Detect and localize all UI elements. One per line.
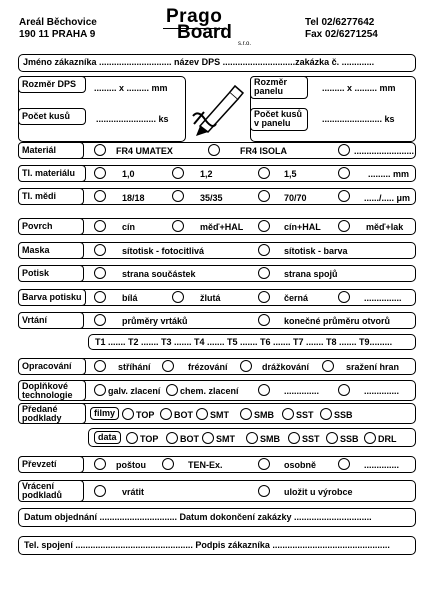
- radio-osobne[interactable]: [258, 458, 270, 470]
- option-label: SST: [296, 410, 314, 420]
- checkbox-data-smt[interactable]: [202, 432, 214, 444]
- barva-label: Barva potisku: [18, 289, 86, 306]
- option-label: DRL: [378, 434, 397, 444]
- tl-medi-label: Tl. mědi: [18, 188, 84, 205]
- vraceni-label: Vrácení podkladů: [18, 480, 84, 502]
- company-name: Areál Běchovice: [19, 17, 97, 28]
- rozmer-dps-label: Rozměr DPS: [18, 76, 86, 93]
- option-label: 1,2: [200, 169, 213, 179]
- option-label: sítotisk - fotocitlivá: [122, 246, 205, 256]
- checkbox-data-ssb[interactable]: [326, 432, 338, 444]
- logo-bottom: [177, 22, 232, 44]
- radio-drazkovani[interactable]: [240, 360, 252, 372]
- radio-maska-foto[interactable]: [94, 244, 106, 256]
- option-label: TOP: [140, 434, 159, 444]
- checkbox-filmy-smt[interactable]: [196, 408, 208, 420]
- company-address: 190 11 PRAHA 9: [19, 29, 96, 40]
- checkbox-filmy-top[interactable]: [122, 408, 134, 420]
- checkbox-filmy-ssb[interactable]: [320, 408, 332, 420]
- radio-tl-1-2[interactable]: [172, 167, 184, 179]
- option-label: stříhání: [118, 362, 151, 372]
- tag-filmy: filmy: [90, 407, 119, 420]
- checkbox-data-top[interactable]: [126, 432, 138, 444]
- radio-medi-70[interactable]: [258, 190, 270, 202]
- radio-doplnkove-3[interactable]: [258, 384, 270, 396]
- option-label: 1,0: [122, 169, 135, 179]
- radio-povrch-med-hal[interactable]: [172, 220, 184, 232]
- option-label: SMT: [216, 434, 235, 444]
- option-label: konečné průměru otvorů: [284, 316, 391, 326]
- option-label: ..............: [284, 386, 320, 396]
- option-label: sítotisk - barva: [284, 246, 348, 256]
- option-label: BOT: [180, 434, 199, 444]
- checkbox-data-bot[interactable]: [166, 432, 178, 444]
- radio-strihani[interactable]: [94, 360, 106, 372]
- checkbox-filmy-smb[interactable]: [240, 408, 252, 420]
- radio-srazeni-hran[interactable]: [322, 360, 334, 372]
- radio-chem-zlaceni[interactable]: [166, 384, 178, 396]
- logo-top-text: Prago: [166, 6, 223, 27]
- option-label: TEN-Ex.: [188, 460, 223, 470]
- tel-row[interactable]: [18, 536, 416, 555]
- radio-tl-other[interactable]: [338, 167, 350, 179]
- radio-ulozit[interactable]: [258, 485, 270, 497]
- option-label: FR4 UMATEX: [116, 146, 173, 156]
- option-label: SSB: [334, 410, 353, 420]
- radio-barva-bila[interactable]: [94, 291, 106, 303]
- radio-barva-other[interactable]: [338, 291, 350, 303]
- radio-potisk-spoju[interactable]: [258, 267, 270, 279]
- radio-vrtani-vrtaku[interactable]: [94, 314, 106, 326]
- option-label: měď+HAL: [200, 222, 244, 232]
- checkbox-data-smb[interactable]: [246, 432, 258, 444]
- logo-bottom-text: Board: [177, 22, 232, 43]
- radio-material-isola[interactable]: [208, 144, 220, 156]
- logo-sro: s.r.o.: [238, 41, 252, 47]
- option-label: SMT: [210, 410, 229, 420]
- option-label: FR4 ISOLA: [240, 146, 288, 156]
- radio-medi-35[interactable]: [172, 190, 184, 202]
- radio-frezovani[interactable]: [162, 360, 174, 372]
- option-label: ..............: [364, 460, 400, 470]
- radio-tl-1-0[interactable]: [94, 167, 106, 179]
- checkbox-data-drl[interactable]: [364, 432, 376, 444]
- rozmer-dps-value[interactable]: ......... x ......... mm: [94, 83, 168, 93]
- header-fax: Fax 02/6271254: [305, 29, 378, 40]
- option-label: 1,5: [284, 169, 297, 179]
- checkbox-filmy-sst[interactable]: [282, 408, 294, 420]
- option-label: měď+lak: [366, 222, 404, 232]
- radio-doplnkove-4[interactable]: [338, 384, 350, 396]
- rozmer-panelu-label: Rozměr panelu: [250, 76, 308, 99]
- option-label: průměry vrtáků: [122, 316, 188, 326]
- option-label: galv. zlacení: [108, 386, 161, 396]
- tools-row[interactable]: [88, 334, 416, 350]
- rozmer-panelu-value[interactable]: ......... x ......... mm: [322, 83, 396, 93]
- option-label: BOT: [174, 410, 193, 420]
- option-label: SSB: [340, 434, 359, 444]
- option-label: cín+HAL: [284, 222, 321, 232]
- option-label: SST: [302, 434, 320, 444]
- radio-tl-1-5[interactable]: [258, 167, 270, 179]
- predane-label: Předané podklady: [18, 403, 86, 424]
- option-label: SMB: [260, 434, 280, 444]
- header-tel: Tel 02/6277642: [305, 17, 375, 28]
- radio-vrtani-otvoru[interactable]: [258, 314, 270, 326]
- pocet-kusu-value[interactable]: ........................ ks: [96, 114, 169, 124]
- tools-text: T1 ....... T2 ....... T3 ....... T4 ....... T5 ....... T6 ....... T7 ....... T8 ....... T9.........: [95, 337, 393, 347]
- checkbox-data-sst[interactable]: [288, 432, 300, 444]
- option-label: vrátit: [122, 487, 145, 497]
- radio-galv-zlaceni[interactable]: [94, 384, 106, 396]
- checkbox-filmy-bot[interactable]: [160, 408, 172, 420]
- option-label: poštou: [116, 460, 146, 470]
- povrch-label: Povrch: [18, 218, 84, 235]
- option-label: uložit u výrobce: [284, 487, 353, 497]
- pocet-panel-label: Počet kusů v panelu: [250, 108, 308, 131]
- potisk-label: Potisk: [18, 265, 84, 282]
- option-label: žlutá: [200, 293, 221, 303]
- pocet-kusu-label: Počet kusů: [18, 108, 86, 125]
- radio-prevzeti-other[interactable]: [338, 458, 350, 470]
- customer-row-text: Jméno zákazníka ............................. název DPS .............................zakázka č. .............: [23, 57, 375, 67]
- option-label: chem. zlacení: [180, 386, 239, 396]
- datum-row[interactable]: [18, 508, 416, 527]
- prevzeti-label: Převzetí: [18, 456, 84, 473]
- option-label: cín: [122, 222, 136, 232]
- option-label: ..............: [364, 386, 400, 396]
- vrtani-label: Vrtání: [18, 312, 84, 329]
- option-label: 70/70: [284, 193, 307, 203]
- datum-text: Datum objednání ............................... Datum dokončení zakázky ...............................: [24, 512, 372, 522]
- radio-material-other[interactable]: [338, 144, 350, 156]
- option-label: 35/35: [200, 193, 223, 203]
- option-label: drážkování: [262, 362, 310, 372]
- option-label: SMB: [254, 410, 274, 420]
- radio-medi-18[interactable]: [94, 190, 106, 202]
- option-label: ...............: [364, 293, 402, 303]
- radio-potisk-soucastek[interactable]: [94, 267, 106, 279]
- option-label: strana součástek: [122, 269, 196, 279]
- customer-row[interactable]: [18, 54, 416, 72]
- radio-barva-cerna[interactable]: [258, 291, 270, 303]
- radio-povrch-cin-hal[interactable]: [258, 220, 270, 232]
- tl-material-label: Tl. materiálu: [18, 165, 86, 182]
- radio-barva-zluta[interactable]: [172, 291, 184, 303]
- radio-vratit[interactable]: [94, 485, 106, 497]
- radio-povrch-cin[interactable]: [94, 220, 106, 232]
- opracovani-label: Opracování: [18, 358, 86, 375]
- option-label: ....../..... μm: [364, 193, 411, 203]
- option-label: frézování: [188, 362, 228, 372]
- radio-ten-ex[interactable]: [162, 458, 174, 470]
- doplnkove-label: Doplňkové technologie: [18, 380, 86, 401]
- pencil-icon: [190, 80, 248, 138]
- radio-povrch-med-lak[interactable]: [338, 220, 350, 232]
- radio-medi-other[interactable]: [338, 190, 350, 202]
- tel-text: Tel. spojení ............................................... Podpis zákazníka ...............................................: [24, 540, 390, 550]
- option-label: strana spojů: [284, 269, 338, 279]
- option-label: TOP: [136, 410, 155, 420]
- radio-postou[interactable]: [94, 458, 106, 470]
- option-label: osobně: [284, 460, 317, 470]
- pocet-panel-value[interactable]: ........................ ks: [322, 114, 395, 124]
- option-label: 18/18: [122, 193, 145, 203]
- option-label: bílá: [122, 293, 138, 303]
- option-label: ........................: [354, 146, 415, 156]
- option-label: ......... mm: [368, 169, 410, 179]
- radio-material-umatex[interactable]: [94, 144, 106, 156]
- option-label: sražení hran: [346, 362, 400, 372]
- radio-maska-barva[interactable]: [258, 244, 270, 256]
- option-label: černá: [284, 293, 309, 303]
- maska-label: Maska: [18, 242, 84, 259]
- material-label: Materiál: [18, 142, 84, 159]
- tag-data: data: [94, 431, 121, 444]
